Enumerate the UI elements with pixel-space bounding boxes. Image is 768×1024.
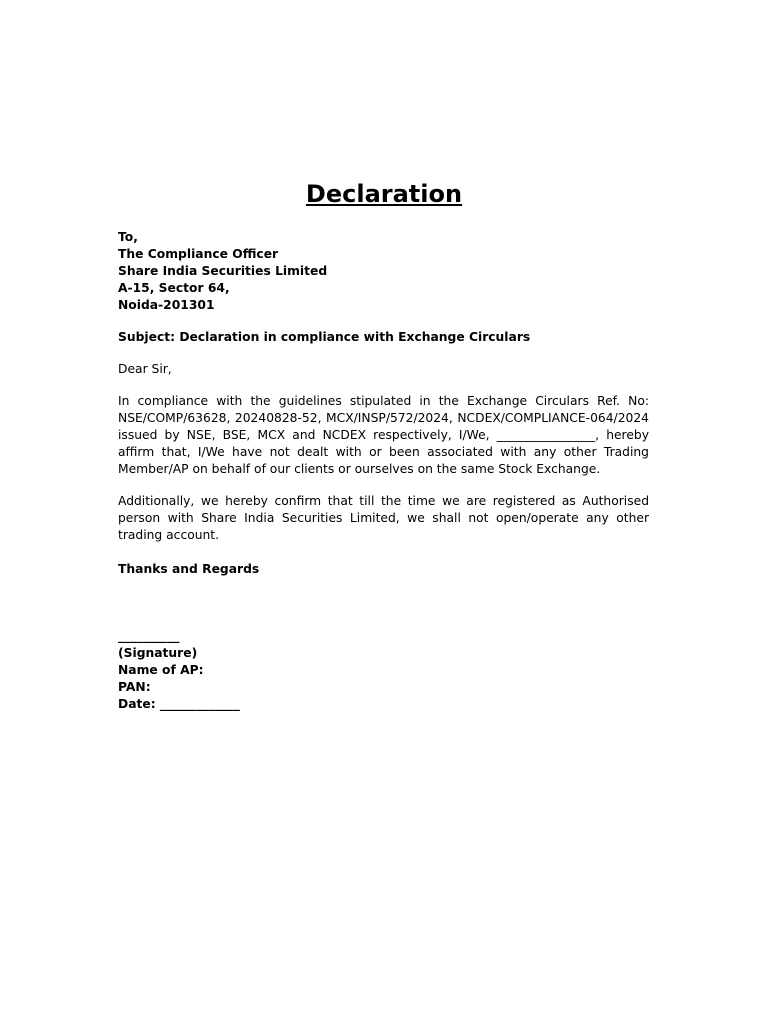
- address-line-city: Noida-201301: [118, 298, 215, 312]
- pan-label: PAN:: [118, 680, 151, 694]
- paragraph-compliance: In compliance with the guidelines stipulated in the Exchange Circulars Ref. No: NSE/COMP/63628, 20240828-52, MCX/INSP/572/2024, NCDEX/COMPLIANCE-064/2024 issued by NSE, BSE, MCX and NCDEX respectively, I/We, ________________, hereby affirm that, I/We have not dealt with or been associated with any other Trading Member/AP on behalf of our clients or ourselves on the same Stock Exchange.: [118, 394, 649, 476]
- address-line-street: A-15, Sector 64,: [118, 281, 230, 295]
- paragraph-confirmation: Additionally, we hereby confirm that till the time we are registered as Authorised person with Share India Securities Limited, we shall not open/operate any other trading account.: [118, 494, 649, 542]
- address-line-company: Share India Securities Limited: [118, 264, 328, 278]
- signature-label: (Signature): [118, 646, 198, 660]
- signature-block: [118, 628, 649, 713]
- document-body: [118, 229, 649, 713]
- address-line-to: To,: [118, 230, 138, 244]
- recipient-address: [118, 229, 649, 314]
- date-label: Date: _____________: [118, 697, 240, 711]
- document-title: Declaration: [305, 180, 463, 208]
- closing-regards: Thanks and Regards: [118, 562, 260, 576]
- address-line-officer: The Compliance Officer: [118, 247, 279, 261]
- salutation: Dear Sir,: [118, 362, 172, 376]
- subject-line: Subject: Declaration in compliance with Exchange Circulars: [118, 330, 531, 344]
- name-of-ap-label: Name of AP:: [118, 663, 204, 677]
- signature-line: __________: [118, 629, 180, 643]
